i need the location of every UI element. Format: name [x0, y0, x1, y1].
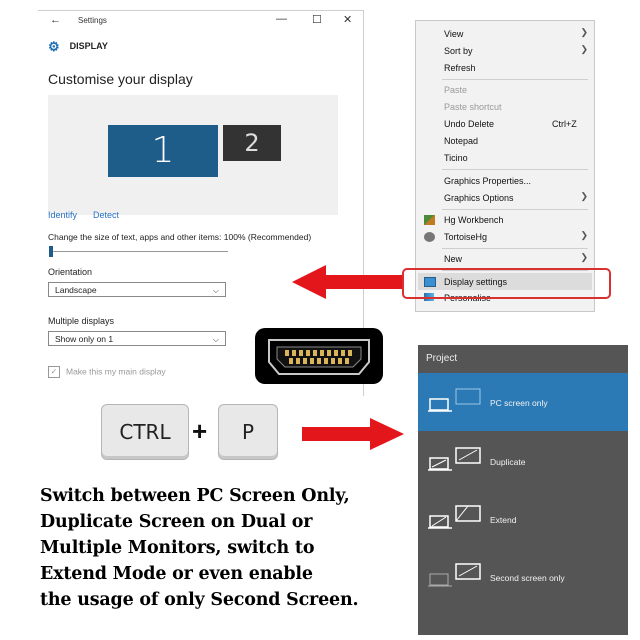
- gear-icon: ⚙: [48, 39, 60, 54]
- caption-line: Duplicate Screen on Dual or: [40, 512, 313, 532]
- title-bar: [38, 11, 363, 31]
- maximize-icon[interactable]: ☐: [312, 14, 322, 26]
- window-title: Settings: [78, 16, 107, 25]
- option-label: Duplicate: [490, 457, 526, 467]
- menu-item-undo-delete[interactable]: Undo Delete: [444, 119, 495, 129]
- section-header: [48, 37, 108, 53]
- detect-link[interactable]: Detect: [93, 210, 120, 220]
- highlight-ring: [402, 268, 611, 299]
- display-preview: [48, 95, 338, 215]
- menu-item-graphics-properties[interactable]: Graphics Properties...: [444, 176, 532, 186]
- chevron-down-icon: ⌵: [212, 335, 219, 344]
- option-label: Second screen only: [490, 573, 565, 583]
- main-display-label: Make this my main display: [66, 366, 166, 377]
- second-screen-only-icon: [428, 562, 484, 588]
- multiple-displays-value: Show only on 1: [55, 334, 114, 344]
- multiple-displays-label: Multiple displays: [48, 316, 115, 326]
- p-key: P: [218, 404, 278, 460]
- chevron-right-icon: ❯: [580, 252, 588, 262]
- orientation-select[interactable]: [48, 282, 226, 297]
- multiple-displays-select[interactable]: [48, 331, 226, 346]
- menu-divider: [442, 79, 588, 80]
- option-label: PC screen only: [490, 398, 548, 408]
- hdmi-icon: [255, 328, 383, 384]
- identify-link[interactable]: Identify: [48, 210, 78, 220]
- text-size-slider-track[interactable]: [50, 251, 228, 252]
- menu-item-new[interactable]: New: [444, 254, 463, 264]
- chevron-right-icon: ❯: [580, 27, 588, 37]
- duplicate-icon: [428, 446, 484, 472]
- menu-item-paste-shortcut: Paste shortcut: [444, 102, 502, 112]
- orientation-label: Orientation: [48, 267, 93, 277]
- menu-divider: [442, 169, 588, 170]
- undo-shortcut: Ctrl+Z: [552, 119, 577, 129]
- tortoisehg-icon: [424, 232, 435, 242]
- orientation-value: Landscape: [55, 285, 97, 295]
- right-red-arrow-icon: [302, 418, 404, 450]
- caption-line: Switch between PC Screen Only,: [40, 486, 350, 506]
- menu-item-hg-workbench[interactable]: Hg Workbench: [444, 215, 504, 225]
- pc-screen-only-icon: [428, 387, 484, 413]
- menu-item-notepad[interactable]: Notepad: [444, 136, 479, 146]
- section-title: DISPLAY: [69, 41, 108, 51]
- project-option-extend[interactable]: [418, 490, 628, 548]
- project-option-pc-screen-only[interactable]: [418, 373, 628, 431]
- menu-item-graphics-options[interactable]: Graphics Options: [444, 193, 514, 203]
- minimize-icon[interactable]: —: [276, 13, 287, 25]
- left-red-arrow-icon: [292, 265, 402, 299]
- chevron-right-icon: ❯: [580, 230, 588, 240]
- back-arrow-icon[interactable]: ←: [50, 14, 61, 26]
- project-panel: [418, 345, 628, 635]
- menu-item-tortoisehg[interactable]: TortoiseHg: [444, 232, 488, 242]
- main-display-checkbox[interactable]: ✓: [48, 366, 60, 378]
- menu-item-view[interactable]: View: [444, 29, 464, 39]
- chevron-down-icon: ⌵: [212, 286, 219, 295]
- text-size-label: Change the size of text, apps and other items: 100% (Recommended): [48, 232, 312, 242]
- menu-item-display-settings[interactable]: Display settings: [444, 277, 508, 287]
- project-option-duplicate[interactable]: [418, 432, 628, 490]
- option-label: Extend: [490, 515, 517, 525]
- close-icon[interactable]: ✕: [343, 14, 353, 26]
- hdmi-port: [255, 328, 383, 384]
- main-display-row: [48, 366, 166, 378]
- monitor-1-tile[interactable]: 1: [108, 125, 218, 177]
- plus-sign: +: [192, 416, 208, 446]
- menu-item-refresh[interactable]: Refresh: [444, 63, 476, 73]
- menu-item-personalise[interactable]: Personalise: [444, 293, 492, 303]
- project-title: Project: [426, 353, 458, 364]
- chevron-right-icon: ❯: [580, 44, 588, 54]
- menu-divider: [442, 248, 588, 249]
- caption-text: [40, 483, 400, 613]
- page-title: Customise your display: [48, 71, 193, 87]
- menu-item-ticino[interactable]: Ticino: [444, 153, 468, 163]
- ctrl-key: CTRL: [101, 404, 189, 460]
- menu-item-paste: Paste: [444, 85, 468, 95]
- chevron-right-icon: ❯: [580, 191, 588, 201]
- text-size-slider-thumb[interactable]: [49, 246, 53, 257]
- project-option-second-screen-only[interactable]: [418, 548, 628, 606]
- caption-line: Multiple Monitors, switch to: [40, 538, 315, 558]
- caption-line: Extend Mode or even enable: [40, 564, 313, 584]
- menu-divider: [442, 209, 588, 210]
- caption-line: the usage of only Second Screen.: [40, 590, 359, 610]
- menu-item-sort-by[interactable]: Sort by: [444, 46, 473, 56]
- monitor-2-tile[interactable]: 2: [223, 125, 281, 161]
- extend-icon: [428, 504, 484, 530]
- hg-workbench-icon: [424, 215, 435, 225]
